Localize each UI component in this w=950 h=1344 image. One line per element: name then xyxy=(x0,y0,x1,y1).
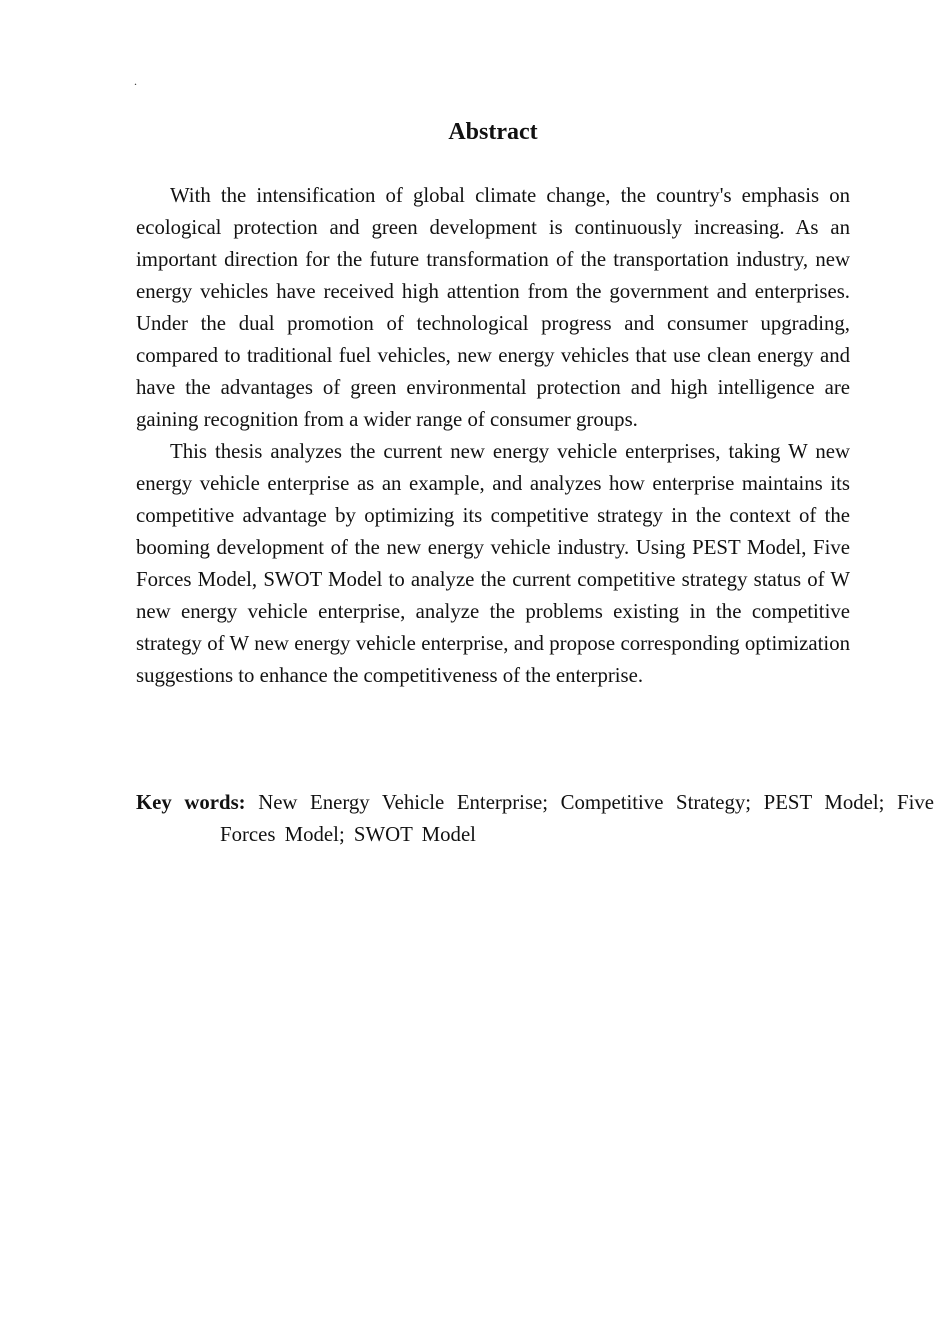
abstract-title: Abstract xyxy=(448,119,538,145)
keywords-text: New Energy Vehicle Enterprise; Competitive Strategy; PEST Model; Five Forces Model; SWOT Model xyxy=(220,791,934,846)
abstract-paragraph-2: This thesis analyzes the current new energy vehicle enterprises, taking W new energy vehicle enterprise as an example, and analyzes how enterprise maintains its competitive advantage by optimizing its competitive strategy in the context of the booming development of the new energy vehicle industry. Using PEST Model, Five Forces Model, SWOT Model to analyze the current competitive strategy status of W new energy vehicle enterprise, analyze the problems existing in the competitive strategy of W new energy vehicle enterprise, and propose corresponding optimization suggestions to enhance the competitiveness of the enterprise. xyxy=(136,440,850,687)
abstract-paragraph-1: With the intensification of global climate change, the country's emphasis on ecological protection and green development is continuously increasing. As an important direction for the future transformation of the transportation industry, new energy vehicles have received high attention from the government and enterprises. Under the dual promotion of technological progress and consumer upgrading, compared to traditional fuel vehicles, new energy vehicles that use clean energy and have the advantages of green environmental protection and high intelligence are gaining recognition from a wider range of consumer groups. xyxy=(136,184,850,431)
corner-mark: . xyxy=(134,74,137,88)
keywords-label: Key words: xyxy=(136,791,246,814)
abstract-body xyxy=(136,180,850,692)
keywords-line xyxy=(136,787,934,851)
